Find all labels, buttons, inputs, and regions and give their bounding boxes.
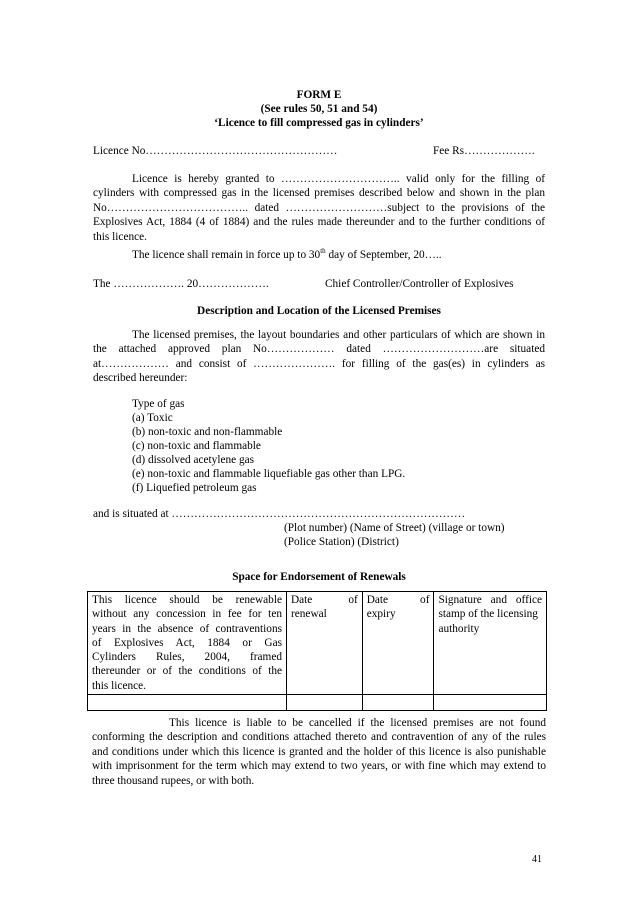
cancellation-line-1: This licence is liable to be cancelled if the licensed premises are not found bbox=[169, 717, 546, 729]
date-of-renewal-header bbox=[287, 592, 363, 695]
premises-line-3: at……………… and consist of …………………. for filling of the gas(es) in cylinders as bbox=[93, 357, 545, 370]
condition-line: years in the absence of contraventions bbox=[92, 622, 282, 635]
premises-line-2: the attached approved plan No……………… dated ………………………are situated bbox=[93, 343, 545, 356]
condition-line: this licence. bbox=[92, 679, 146, 692]
header-line: Date of bbox=[291, 594, 358, 606]
premises-line-4: described hereunder: bbox=[93, 372, 188, 385]
grant-line-4: Explosives Act, 1884 (4 of 1884) and the rules made thereunder and to the further conditions of bbox=[93, 216, 545, 229]
header-line: Date of bbox=[366, 594, 430, 606]
licence-number-field: Licence No…………………………………………… bbox=[93, 145, 338, 157]
situated-address-labels: (Plot number) (Name of Street) (village or town) bbox=[284, 522, 505, 534]
condition-line: Cylinders Rules, 2004, framed bbox=[92, 651, 282, 664]
header-line: renewal bbox=[291, 608, 327, 621]
cancellation-line-4: with imprisonment for the term which may extend to two years, or with fine which may extend to bbox=[92, 760, 546, 773]
renewal-entry-cell bbox=[362, 695, 434, 711]
gas-type-item: (c) non-toxic and flammable bbox=[132, 440, 261, 452]
cancellation-line-5: three thousand rupees, or with both. bbox=[92, 774, 255, 787]
situated-line: and is situated at …………………………………………………………………… bbox=[93, 508, 466, 520]
date-of-expiry-header bbox=[362, 592, 434, 695]
header-line: Signature and office bbox=[438, 594, 542, 606]
grant-line-2: cylinders with compressed gas in the licensed premises described below and shown in the plan bbox=[93, 187, 545, 200]
condition-line: of Explosives Act, 1884 or Gas bbox=[92, 636, 282, 649]
table-row bbox=[88, 695, 547, 711]
header-line: expiry bbox=[366, 608, 396, 621]
cancellation-line-2: conforming the description and conditions attached thereto and contravention of any of the rules bbox=[92, 731, 546, 744]
gas-type-item: (d) dissolved acetylene gas bbox=[132, 454, 255, 466]
date-field: The ………………. 20………………. bbox=[93, 278, 269, 290]
renewal-entry-cell bbox=[434, 695, 547, 711]
condition-line: without any concession in fee for ten bbox=[92, 608, 282, 621]
renewal-entry-cell bbox=[88, 695, 287, 711]
validity-rest: day of September, 20….. bbox=[325, 249, 442, 261]
licence-title: ‘Licence to fill compressed gas in cylinders’ bbox=[214, 117, 424, 129]
renewal-entry-cell bbox=[287, 695, 363, 711]
form-title: FORM E bbox=[296, 89, 342, 101]
cancellation-paragraph bbox=[92, 716, 546, 788]
issuing-authority: Chief Controller/Controller of Explosives bbox=[325, 278, 514, 290]
gas-type-item: (a) Toxic bbox=[132, 412, 173, 424]
header-line: authority bbox=[438, 622, 480, 635]
gas-type-item: (b) non-toxic and non-flammable bbox=[132, 426, 283, 438]
gas-type-item: (f) Liquefied petroleum gas bbox=[132, 482, 257, 494]
grant-line-5: this licence. bbox=[93, 230, 147, 243]
premises-line-1: The licensed premises, the layout boundaries and other particulars of which are shown in bbox=[132, 329, 545, 341]
premises-paragraph bbox=[93, 328, 545, 386]
description-heading: Description and Location of the Licensed Premises bbox=[197, 305, 441, 317]
grant-line-3: No……………………………….. dated ………………………subject to the provisions of the bbox=[93, 201, 545, 214]
validity-line bbox=[132, 248, 442, 262]
gas-type-item: (e) non-toxic and flammable liquefiable gas other than LPG. bbox=[132, 468, 406, 480]
renewal-condition-cell bbox=[88, 592, 287, 695]
signature-stamp-header bbox=[434, 592, 547, 695]
validity-superscript: th bbox=[320, 247, 326, 256]
rules-reference: (See rules 50, 51 and 54) bbox=[260, 103, 378, 115]
renewals-table bbox=[87, 591, 547, 711]
validity-prefix: The licence shall remain in force up to 30 bbox=[132, 249, 321, 261]
grant-paragraph bbox=[93, 172, 545, 244]
grant-line-1: Licence is hereby granted to ………………………….. valid only for the filling of bbox=[132, 173, 545, 185]
condition-line: This licence should be renewable bbox=[92, 594, 282, 606]
header-line: stamp of the licensing bbox=[438, 608, 538, 621]
cancellation-line-3: and conditions under which this licence is granted and the holder of this licence is also punishable bbox=[92, 745, 546, 758]
renewals-heading: Space for Endorsement of Renewals bbox=[232, 571, 406, 583]
condition-line: thereunder or of the conditions of the bbox=[92, 665, 282, 678]
situated-district-labels: (Police Station) (District) bbox=[284, 536, 399, 548]
page-number: 41 bbox=[532, 854, 542, 865]
fee-field: Fee Rs………………. bbox=[433, 145, 535, 157]
table-row bbox=[88, 592, 547, 695]
gas-type-heading: Type of gas bbox=[132, 398, 185, 410]
